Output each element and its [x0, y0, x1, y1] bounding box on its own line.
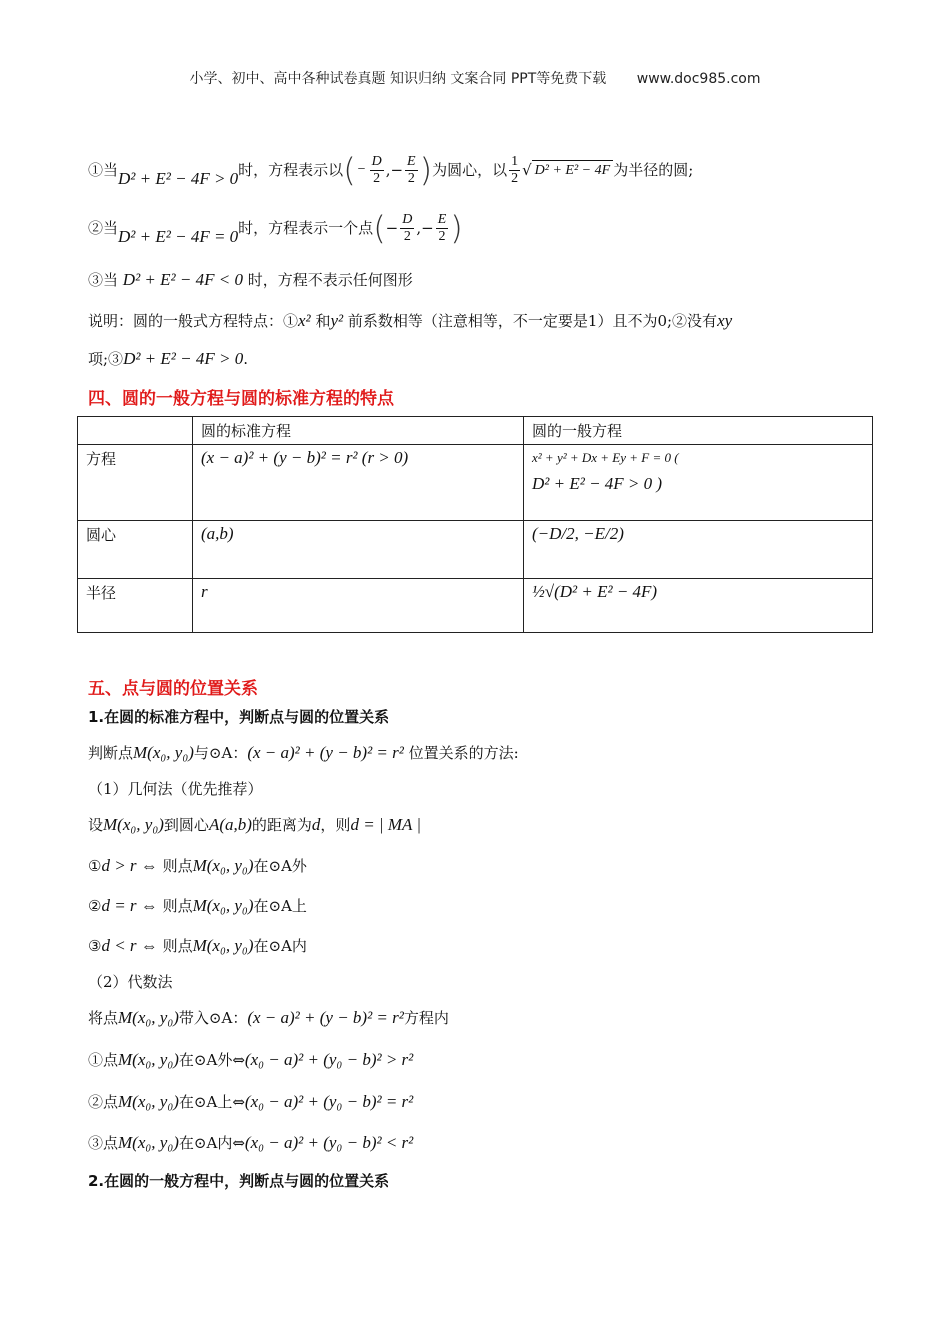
geo-case-1: ①d > r ⇔ 则点M(x₀, y₀)在⊙A外 [88, 856, 307, 875]
method-geometric: （1）几何法（优先推荐） [88, 780, 263, 798]
header-url[interactable]: www.doc985.com [636, 71, 761, 87]
alg-case-3: ③点M(x₀, y₀)在⊙A内⇔(x₀ − a)² + (y₀ − b)² < r² [88, 1133, 414, 1152]
header-text: 小学、初中、高中各种试卷真题 知识归纳 文案合同 PPT等免费下载 [189, 71, 607, 87]
case-1-condition: D² + E² − 4F > 0 [118, 169, 239, 188]
note-line-2: 项;③D² + E² − 4F > 0. [88, 349, 248, 368]
line-distance: 设M(x₀, y₀)到圆心A(a,b)的距离为d，则d = | MA | [88, 815, 421, 834]
table-header-cell: 圆的标准方程 [193, 417, 524, 445]
radius-sqrt: D² + E² − 4F [532, 160, 614, 181]
page-header [0, 68, 950, 88]
case-3-line: ③当 D² + E² − 4F < 0 时，方程不表示任何图形 [88, 270, 413, 289]
section-4-title: 四、圆的一般方程与圆的标准方程的特点 [88, 389, 394, 409]
table-header-cell [78, 417, 193, 445]
table-row: 方程 (x − a)² + (y − b)² = r² (r > 0) x² + y² + Dx + Ey + F = 0 ( D² + E² − 4F > 0 ) [78, 445, 873, 521]
case-2-line: ②当 D² + E² − 4F = 0 时，方程表示一个点 ( − $\frac{D}{2}$ ,− $\frac{E}{2}$ ) [88, 209, 463, 247]
alg-case-1: ①点M(x₀, y₀)在⊙A外⇔(x₀ − a)² + (y₀ − b)² > r² [88, 1050, 414, 1069]
subsection-1-title: 1.在圆的标准方程中，判断点与圆的位置关系 [88, 708, 390, 726]
line-substitute: 将点M(x₀, y₀)带入⊙A：(x − a)² + (y − b)² = r²方程内 [88, 1008, 449, 1027]
center-x-frac: − [357, 162, 366, 177]
method-algebraic: （2）代数法 [88, 973, 173, 991]
table-header-cell: 圆的一般方程 [524, 417, 873, 445]
table-row: 半径 r ½√(D² + E² − 4F) [78, 579, 873, 633]
comparison-table [77, 416, 873, 633]
table-row: 圆心 (a,b) (−D/2, −E/2) [78, 521, 873, 579]
case-1-line: ①当 D² + E² − 4F > 0 时，方程表示以 ( − $\frac{D}{2}$ ,− $\frac{E}{2}$ ) 为圆心，以 $\frac{1}{2}$ √ D² + E² − 4F 为半径的圆; [88, 151, 694, 189]
note-line-1: 说明：圆的一般式方程特点：①x² 和y² 前系数相等（注意相等，不一定要是1）且不为0;②没有xy [88, 311, 733, 330]
geo-case-2: ②d = r ⇔ 则点M(x₀, y₀)在⊙A上 [88, 896, 307, 915]
section-5-title: 五、点与圆的位置关系 [88, 679, 258, 699]
alg-case-2: ②点M(x₀, y₀)在⊙A上⇔(x₀ − a)² + (y₀ − b)² = r² [88, 1092, 414, 1111]
geo-case-3: ③d < r ⇔ 则点M(x₀, y₀)在⊙A内 [88, 936, 307, 955]
line-judge: 判断点M(x₀, y₀)与⊙A：(x − a)² + (y − b)² = r² 位置关系的方法: [88, 743, 519, 762]
subsection-2-title: 2.在圆的一般方程中，判断点与圆的位置关系 [88, 1172, 390, 1190]
case-2-condition: D² + E² − 4F = 0 [118, 227, 239, 246]
case-3-condition: D² + E² − 4F < 0 [122, 270, 243, 289]
